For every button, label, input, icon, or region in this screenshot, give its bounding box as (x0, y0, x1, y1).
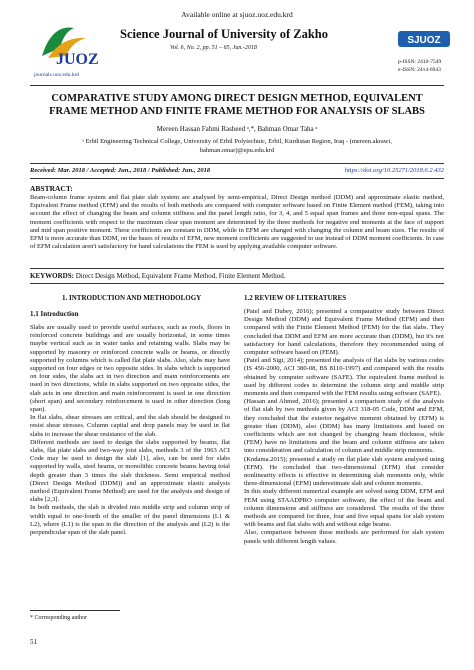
intro-paragraph-4: In both methods, the slab is divided into middle strip and column strip of width equal to one-fourth of the smaller of the panel dimensions (L1 & L2), where (L1) is the span in the direction of the analysis and (L2) is the perpendicular span of the slab panel. (30, 504, 230, 537)
footnote: * Corresponding author (30, 615, 87, 621)
lit-paragraph-6: Also, comparison between these methods are performed for slab system panels with different length values. (244, 529, 444, 545)
lit-paragraph-2: (Patel and Sigi, 2014); presented the analysis of flat slabs by various codes (IS 456-2000, ACI 380-08, BS 8110-1997) and compared with the results obtained by computer software (SAFE). The equivalent frame method is used by different codes to determine the column strip and middle strip moments and then compared with the FEM results using software (SAFE). (244, 357, 444, 398)
lit-paragraph-1: (Patel and Dubey, 2016); presented a comparative study between Direct Design Method (DDM) and Equivalent Frame Method (EFM) and then compared with the Finite Element Method (FEM) for the flat slabs. They concluded that DDM and EFM are more accurate than (DDM), but it's not satisfactory for hand calculations, therefore they recommended using of computer software based on (FEM). (244, 308, 444, 357)
availability-text: Available online at sjuoz.uoz.edu.krd (181, 10, 293, 19)
dates-rule-bottom (30, 178, 444, 179)
section-heading-introduction: 1. INTRODUCTION AND METHODOLOGY (62, 294, 202, 302)
section-heading-literature: 1.2 REVIEW OF LITERATURES (244, 294, 347, 302)
juoz-logo-icon (34, 18, 104, 68)
journal-title: Science Journal of University of Zakho (120, 27, 328, 41)
p-issn: p-ISSN: 2410-7549 (398, 59, 442, 65)
journal-logo-right (398, 29, 450, 49)
right-column-text (244, 308, 444, 546)
sjuoz-logo-icon (398, 29, 450, 49)
juoz-logo-text: JUOZ (56, 51, 99, 68)
journal-url[interactable]: journals.uoz.edu.krd (34, 72, 80, 78)
lit-paragraph-3: (Hassan and Ahmed, 2016); presented a comparison study of the analysis of flat slab by two methods given by ACI 318-05 Code, DDM and EFM, they concluded that the exterior negative moment obtained by (EFM) is greater than (DDM), also (DDM) has many limitations and based on coefficients which are not changed by changing beam thickness, while (FEM) have no limitations and the beam and column stiffness are taken into consideration and calculation of column and middle strip moments. (244, 398, 444, 455)
header-rule (30, 85, 444, 86)
keywords-label: KEYWORDS: (30, 272, 74, 280)
e-issn: e-ISSN: 2414-6943 (398, 67, 441, 73)
keywords-line (30, 272, 444, 280)
intro-paragraph-1: Slabs are usually used to provide useful surfaces, such as roofs, floors in reinforced concrete buildings and are usually horizontal, in some times maybe vertical such as in water tanks and retaining walls. Slabs may be supported by masonry or reinforced concrete walls or beams, or directly supported by columns which is called flat plate slabs. Also, slabs may have supported on four edges or two opposite sides. In slabs which is supported on four sides, the slabs act in two direction and main reinforcements are used in two directions, while in slabs supported on two opposite sides, the slab acts in one direction and main reinforcement is used in one direction (short span) and secondary reinforcement is used in other direction (long span). (30, 324, 230, 414)
volume-line: Vol. 6, No. 2, pp. 51 – 65, Jun.-2018 (170, 45, 257, 51)
doi-link[interactable]: https://doi.org/10.25271/2018.6.2.432 (344, 167, 444, 174)
footnote-rule (30, 610, 120, 611)
intro-paragraph-3: Different methods are used to design the slabs supported by beams, flat slabs, flat plate slabs and two-way joist slabs, methods 3 of the 1963 ACI Code may be used to design the slab [1], also, can be used for slabs supported by walls, steel beams, or monolithic concrete beams having total depth greater than 3 times the slab thickness. Semi empirical method (Direct Design Method (DDM)) and an approximate elastic analysis method (Equivalent Frame Method) are used for the analysis and design of slabs [2,3]. (30, 438, 230, 504)
dates-rule-top (30, 163, 444, 164)
journal-logo-left (34, 18, 106, 80)
lit-paragraph-4: (Kndama.2015); presented a study on flat plate slab system analysed using (EFM). He concluded that two-dimensional (EFM) that consider nonlinearity effects is effective in determining slab moments only, while three-dimensional (EFM) underestimate slab and column moments. (244, 455, 444, 488)
page-number: 51 (30, 638, 37, 646)
lit-paragraph-5: In this study different numerical example are solved using DDM, EFM and FEM using STAADPRO computer software, the effect of the beam and column dimensions and stiffness are considered. The results of the three methods are compared for three, four and five equal spans for slab system with beams and flat slabs with and without edge beams. (244, 488, 444, 529)
intro-paragraph-2: In flat slabs, shear stresses are critical, and the slab should be designed to resist shear stresses. Column capital and drop panels may be used in flat slabs to increase the shear resistance of the slab. (30, 414, 230, 438)
keywords-text: Direct Design Method, Equivalent Frame Method, Finite Element Method. (73, 272, 286, 280)
dates-line (30, 167, 444, 174)
keywords-rule-bottom (30, 283, 444, 284)
sjuoz-logo-text: SJUOZ (407, 35, 441, 46)
issn-block (398, 58, 441, 74)
dates-text: Received: Mar. 2018 / Accepted: Jun., 2018 / Published: Jun., 2018 (30, 167, 211, 174)
abstract-heading: ABSTRACT: (30, 184, 73, 193)
affiliation: ᵃ Erbil Engineering Technical College, University of Erbil Polytechnic, Erbil, Kurdistan Region, Iraq - (mereen.akrawi, bahman.omar)@epu.edu.krd (82, 138, 392, 154)
abstract-text: Beam-column frame system and flat plate slab system are analysed by semi-empirical, Direct Design method (DDM) and approximate elastic method, Equivalent Frame method (EFM) and the results of both methods are compared with computer software based on Finite Element method (FEM), taking into account the effect of changing the beam and column stiffness and the panel length ratio, for 3, 4, and 5 equal span frames and three non-equal spans. The moment coefficients with respect to the maximum clear span moment are determined by the three methods for negative end moments at the face of support and mid span positive moment. These coefficients are constant in DDM, while in EFM are changed with changing the column and beam sizes. The results of EFM is more accurate than DDM, on the bases of results of EFM, new moment coefficients are suggested to use instead of DDM moment coefficients. In case of EFM calculation aren't satisfactory for hand calculations the FEM is used by applying available computer software. (30, 194, 444, 251)
subsection-heading-introduction: 1.1 Introduction (30, 310, 79, 318)
paper-title: COMPARATIVE STUDY AMONG DIRECT DESIGN METHOD, EQUIVALENT FRAME METHOD AND FINITE FRAME METHOD FOR ANALYSIS OF SLABS (49, 93, 425, 117)
left-column-text (30, 324, 230, 537)
authors: Mereen Hassan Fahmi Rasheed ᵃ,*, Bahman Omar Taha ᵃ (156, 125, 318, 133)
keywords-rule-top (30, 268, 444, 269)
